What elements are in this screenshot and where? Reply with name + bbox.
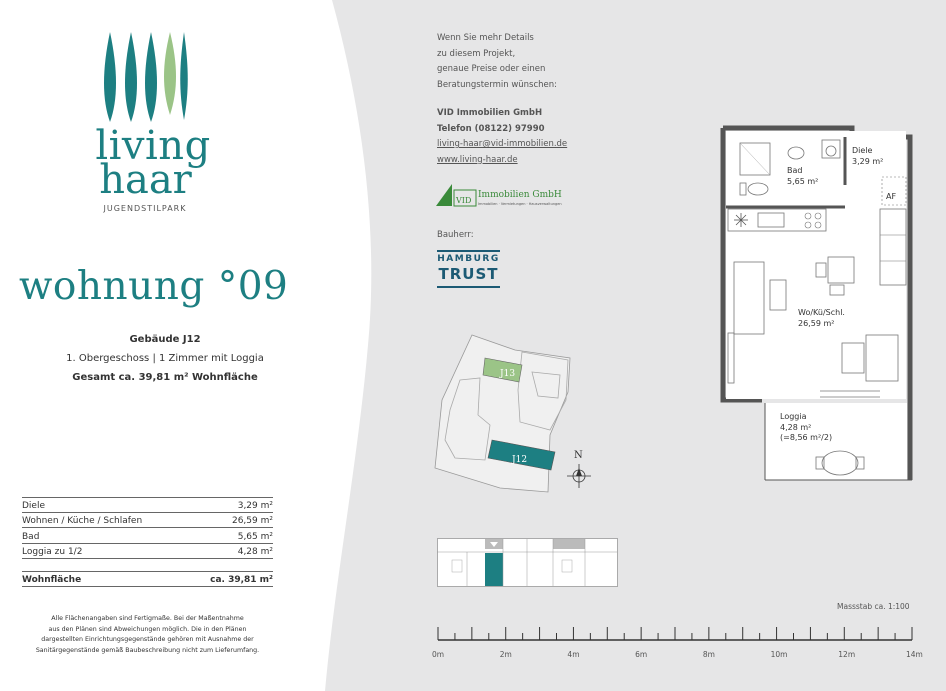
- area-value: 5,65 m²: [237, 531, 273, 542]
- page-title: wohnung °09: [19, 264, 289, 309]
- area-table: [22, 497, 273, 587]
- contact-details: [437, 106, 567, 168]
- hamburg-trust-line1: HAMBURG: [437, 254, 500, 264]
- scale-tick-label: 14m: [906, 650, 923, 659]
- scale-tick-label: 6m: [635, 650, 648, 659]
- bauherr-label: Bauherr:: [437, 230, 474, 240]
- compass-icon: [567, 464, 591, 488]
- table-total-row: [22, 571, 273, 587]
- room-wohn: Wo/Kü/Schl. 26,59 m²: [798, 308, 845, 328]
- email-link[interactable]: living-haar@vid-immobilien.de: [437, 139, 568, 149]
- area-value: 26,59 m²: [231, 516, 273, 526]
- vid-triangle-logo-icon: [436, 182, 478, 210]
- phone-number: Telefon (08122) 97990: [437, 123, 545, 134]
- room-diele: Diele 3,29 m²: [852, 146, 884, 166]
- total-area-label: Gesamt ca. 39,81 m² Wohnfläche: [72, 372, 258, 383]
- area-name: Wohnen / Küche / Schlafen: [22, 516, 143, 526]
- scale-tick-label: 0m: [432, 650, 445, 659]
- building-label: Gebäude J12: [129, 334, 201, 345]
- hamburg-trust-line2: TRUST: [438, 265, 499, 283]
- svg-text:VID: VID: [456, 196, 472, 205]
- logo-living: living: [95, 123, 211, 169]
- area-name: Diele: [22, 500, 46, 511]
- north-label: N: [574, 450, 583, 461]
- floor-label: 1. Obergeschoss | 1 Zimmer mit Loggia: [66, 353, 264, 364]
- room-loggia: Loggia 4,28 m² (=8,56 m²/2): [780, 412, 833, 442]
- room-af: AF: [886, 192, 897, 201]
- area-value: 3,29 m²: [237, 500, 273, 511]
- scale-tick-label: 10m: [770, 650, 788, 659]
- area-total-value: ca. 39,81 m²: [210, 575, 273, 585]
- scale-tick-label: 4m: [567, 650, 580, 659]
- table-row: [22, 497, 273, 513]
- site-label-j13: J13: [500, 369, 516, 379]
- scale-tick-label: 2m: [499, 650, 512, 659]
- company-name: VID Immobilien GmbH: [437, 108, 543, 118]
- floor-key-plan: [437, 538, 619, 588]
- scale-bar: [434, 624, 916, 644]
- room-bad: Bad 5,65 m²: [787, 166, 819, 186]
- logo-leaves-icon: [100, 30, 192, 125]
- vid-logo-name: Immobilien GmbH: [478, 190, 562, 200]
- website-link[interactable]: www.living-haar.de: [437, 154, 518, 165]
- scale-tick-label: 8m: [702, 650, 715, 659]
- logo-haar: haar: [99, 157, 192, 203]
- site-plan: [430, 330, 600, 495]
- vid-logo-tagline: Immobilien · Vermietungen · Hausverwaltungen: [478, 202, 562, 206]
- table-row: [22, 513, 273, 529]
- scale-tick-label: 12m: [838, 650, 856, 659]
- logo-subtitle: JUGENDSTILPARK: [103, 204, 187, 213]
- disclaimer: Alle Flächenangaben sind Fertigmaße. Bei der Maßentnahme aus den Plänen sind Abweichungen möglich. Die in den Plänen dargestellten Einrichtungsgegenstände gehören mit Ausnahme der Sanitärgegenstände gemäß Baubeschreibung nicht zum Lieferumfang.: [35, 615, 260, 654]
- area-name: Loggia zu 1/2: [22, 547, 83, 557]
- area-total-name: Wohnfläche: [22, 575, 82, 585]
- fan-icon: [734, 213, 748, 227]
- contact-intro: Wenn Sie mehr Details zu diesem Projekt, genaue Preise oder einen Beratungstermin wünschen:: [437, 33, 558, 90]
- table-row: [22, 544, 273, 560]
- scale-note: Massstab ca. 1:100: [837, 602, 910, 611]
- table-row: [22, 528, 273, 544]
- site-label-j12: J12: [512, 455, 528, 465]
- area-name: Bad: [22, 531, 40, 542]
- area-value: 4,28 m²: [237, 547, 273, 557]
